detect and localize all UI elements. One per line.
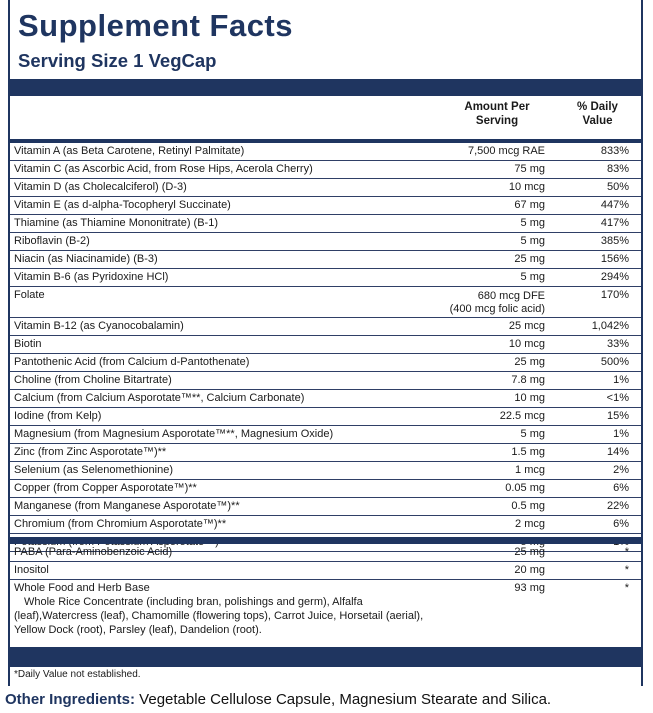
nutrient-daily-value: 6% xyxy=(613,482,629,494)
table-row xyxy=(10,269,641,287)
table-row xyxy=(10,179,641,197)
nutrient-daily-value: 2% xyxy=(613,464,629,476)
table-row xyxy=(10,336,641,354)
nutrient-daily-value: 833% xyxy=(600,145,629,157)
nutrient-daily-value: * xyxy=(624,564,629,576)
amount-header xyxy=(451,100,543,128)
nutrient-name: Vitamin E (as d-alpha-Tocopheryl Succinate) xyxy=(14,199,231,211)
footnote: *Daily Value not established. xyxy=(14,669,141,680)
nutrient-amount: 75 mg xyxy=(514,163,545,175)
nutrient-name: Biotin xyxy=(14,338,42,350)
whole-food-description: Whole Rice Concentrate (including bran, polishings and germ), Alfalfa (leaf),Watercress (leaf), Chamomille (flowering tops), Carrot Juice, Horsetail (aerial), Yellow Dock (root), Parsley (leaf), Dandelion (root). xyxy=(14,596,424,636)
bottom-divider-bar xyxy=(10,647,641,667)
table-row xyxy=(10,233,641,251)
nutrient-name: Manganese (from Manganese Asporotate™)** xyxy=(14,500,240,512)
nutrient-amount: 67 mg xyxy=(514,199,545,211)
dv-header-line2: Value xyxy=(582,115,613,127)
nutrient-name: Niacin (as Niacinamide) (B-3) xyxy=(14,253,158,265)
nutrient-amount: 25 mg xyxy=(514,356,545,368)
nutrient-name: Vitamin D (as Cholecalciferol) (D-3) xyxy=(14,181,187,193)
other-nutrient-table xyxy=(10,544,641,637)
table-row xyxy=(10,444,641,462)
table-row xyxy=(10,426,641,444)
nutrient-daily-value: 500% xyxy=(600,356,629,368)
other-ingredients xyxy=(5,691,551,708)
other-ingredients-label: Other Ingredients: xyxy=(5,691,136,708)
whole-food-name: Whole Food and Herb Base xyxy=(14,582,150,594)
nutrient-amount: 0.05 mg xyxy=(505,482,545,494)
nutrient-name: Riboflavin (B-2) xyxy=(14,235,90,247)
nutrient-daily-value: 170% xyxy=(600,289,629,301)
nutrient-amount: 1.5 mg xyxy=(511,446,545,458)
supplement-facts-panel xyxy=(8,0,643,686)
nutrient-name: Iodine (from Kelp) xyxy=(14,410,102,422)
nutrient-name: Vitamin C (as Ascorbic Acid, from Rose Hips, Acerola Cherry) xyxy=(14,163,313,175)
nutrient-name: Inositol xyxy=(14,564,49,576)
whole-food-daily-value: * xyxy=(624,582,629,594)
table-row xyxy=(10,251,641,269)
nutrient-daily-value: 294% xyxy=(600,271,629,283)
nutrient-daily-value: 22% xyxy=(606,500,629,512)
nutrient-daily-value: 447% xyxy=(600,199,629,211)
nutrient-name: Chromium (from Chromium Asporotate™)** xyxy=(14,518,227,530)
table-row xyxy=(10,215,641,233)
nutrient-daily-value: 1% xyxy=(613,428,629,440)
table-row xyxy=(10,480,641,498)
nutrient-amount: 7.8 mg xyxy=(511,374,545,386)
nutrient-amount: 2 mcg xyxy=(515,518,545,530)
table-row xyxy=(10,462,641,480)
nutrient-amount: 5 mg xyxy=(520,271,545,283)
nutrient-name: Vitamin B-6 (as Pyridoxine HCl) xyxy=(14,271,169,283)
table-row xyxy=(10,287,641,318)
nutrient-daily-value: 1,042% xyxy=(591,320,629,332)
nutrient-name: Choline (from Choline Bitartrate) xyxy=(14,374,172,386)
table-row xyxy=(10,372,641,390)
table-row xyxy=(10,516,641,534)
nutrient-table xyxy=(10,143,641,552)
nutrient-name: Zinc (from Zinc Asporotate™)** xyxy=(14,446,167,458)
nutrient-daily-value: 156% xyxy=(600,253,629,265)
nutrient-daily-value: * xyxy=(624,546,629,558)
nutrient-daily-value: 6% xyxy=(613,518,629,530)
nutrient-daily-value: 1% xyxy=(613,374,629,386)
amount-header-line2: Serving xyxy=(475,115,519,127)
nutrient-name: PABA (Para-Aminobenzoic Acid) xyxy=(14,546,173,558)
table-row xyxy=(10,498,641,516)
table-row xyxy=(10,161,641,179)
nutrient-daily-value: 385% xyxy=(600,235,629,247)
nutrient-amount-sub: (400 mcg folic acid) xyxy=(449,303,545,315)
nutrient-name: Copper (from Copper Asporotate™)** xyxy=(14,482,197,494)
nutrient-amount: 22.5 mcg xyxy=(499,410,545,422)
nutrient-amount: 10 mg xyxy=(514,392,545,404)
nutrient-name: Folate xyxy=(14,289,45,301)
nutrient-amount: 5 mg xyxy=(520,217,545,229)
nutrient-name: Calcium (from Calcium Asporotate™**, Calcium Carbonate) xyxy=(14,392,305,404)
nutrient-amount: 5 mg xyxy=(520,428,545,440)
dv-header-line1: % Daily xyxy=(577,101,618,113)
nutrient-amount: 0.5 mg xyxy=(511,500,545,512)
table-row xyxy=(10,390,641,408)
nutrient-amount: 680 mcg DFE xyxy=(477,290,545,302)
table-row xyxy=(10,143,641,161)
top-divider-bar xyxy=(10,79,641,96)
nutrient-name: Selenium (as Selenomethionine) xyxy=(14,464,173,476)
nutrient-daily-value: 14% xyxy=(606,446,629,458)
whole-food-row xyxy=(10,580,641,637)
nutrient-amount: 7,500 mcg RAE xyxy=(467,145,545,157)
nutrient-daily-value: 33% xyxy=(606,338,629,350)
serving-size: Serving Size 1 VegCap xyxy=(18,50,217,71)
table-row xyxy=(10,544,641,562)
table-row xyxy=(10,318,641,336)
nutrient-amount: 5 mg xyxy=(520,235,545,247)
table-row xyxy=(10,562,641,580)
other-ingredients-text: Vegetable Cellulose Capsule, Magnesium Stearate and Silica. xyxy=(135,691,552,708)
nutrient-amount: 25 mg xyxy=(514,253,545,265)
table-row xyxy=(10,197,641,215)
nutrient-name: Pantothenic Acid (from Calcium d-Pantothenate) xyxy=(14,356,250,368)
panel-title: Supplement Facts xyxy=(18,8,293,43)
mid-divider-bar xyxy=(10,537,641,544)
nutrient-amount: 10 mcg xyxy=(508,181,545,193)
nutrient-daily-value: 15% xyxy=(606,410,629,422)
nutrient-amount: 1 mcg xyxy=(515,464,545,476)
nutrient-daily-value: 50% xyxy=(606,181,629,193)
amount-header-line1: Amount Per xyxy=(464,101,530,113)
nutrient-name: Vitamin B-12 (as Cyanocobalamin) xyxy=(14,320,184,332)
nutrient-daily-value: 83% xyxy=(606,163,629,175)
nutrient-name: Vitamin A (as Beta Carotene, Retinyl Palmitate) xyxy=(14,145,245,157)
daily-value-header xyxy=(565,100,630,128)
nutrient-amount: 25 mcg xyxy=(508,320,545,332)
nutrient-amount: 25 mg xyxy=(514,546,545,558)
nutrient-amount: 10 mcg xyxy=(508,338,545,350)
nutrient-name: Thiamine (as Thiamine Mononitrate) (B-1) xyxy=(14,217,218,229)
nutrient-name: Magnesium (from Magnesium Asporotate™**, Magnesium Oxide) xyxy=(14,428,334,440)
table-row xyxy=(10,408,641,426)
nutrient-daily-value: 417% xyxy=(600,217,629,229)
whole-food-amount: 93 mg xyxy=(514,582,545,594)
nutrient-daily-value: <1% xyxy=(606,392,629,404)
table-row xyxy=(10,354,641,372)
nutrient-amount: 20 mg xyxy=(514,564,545,576)
